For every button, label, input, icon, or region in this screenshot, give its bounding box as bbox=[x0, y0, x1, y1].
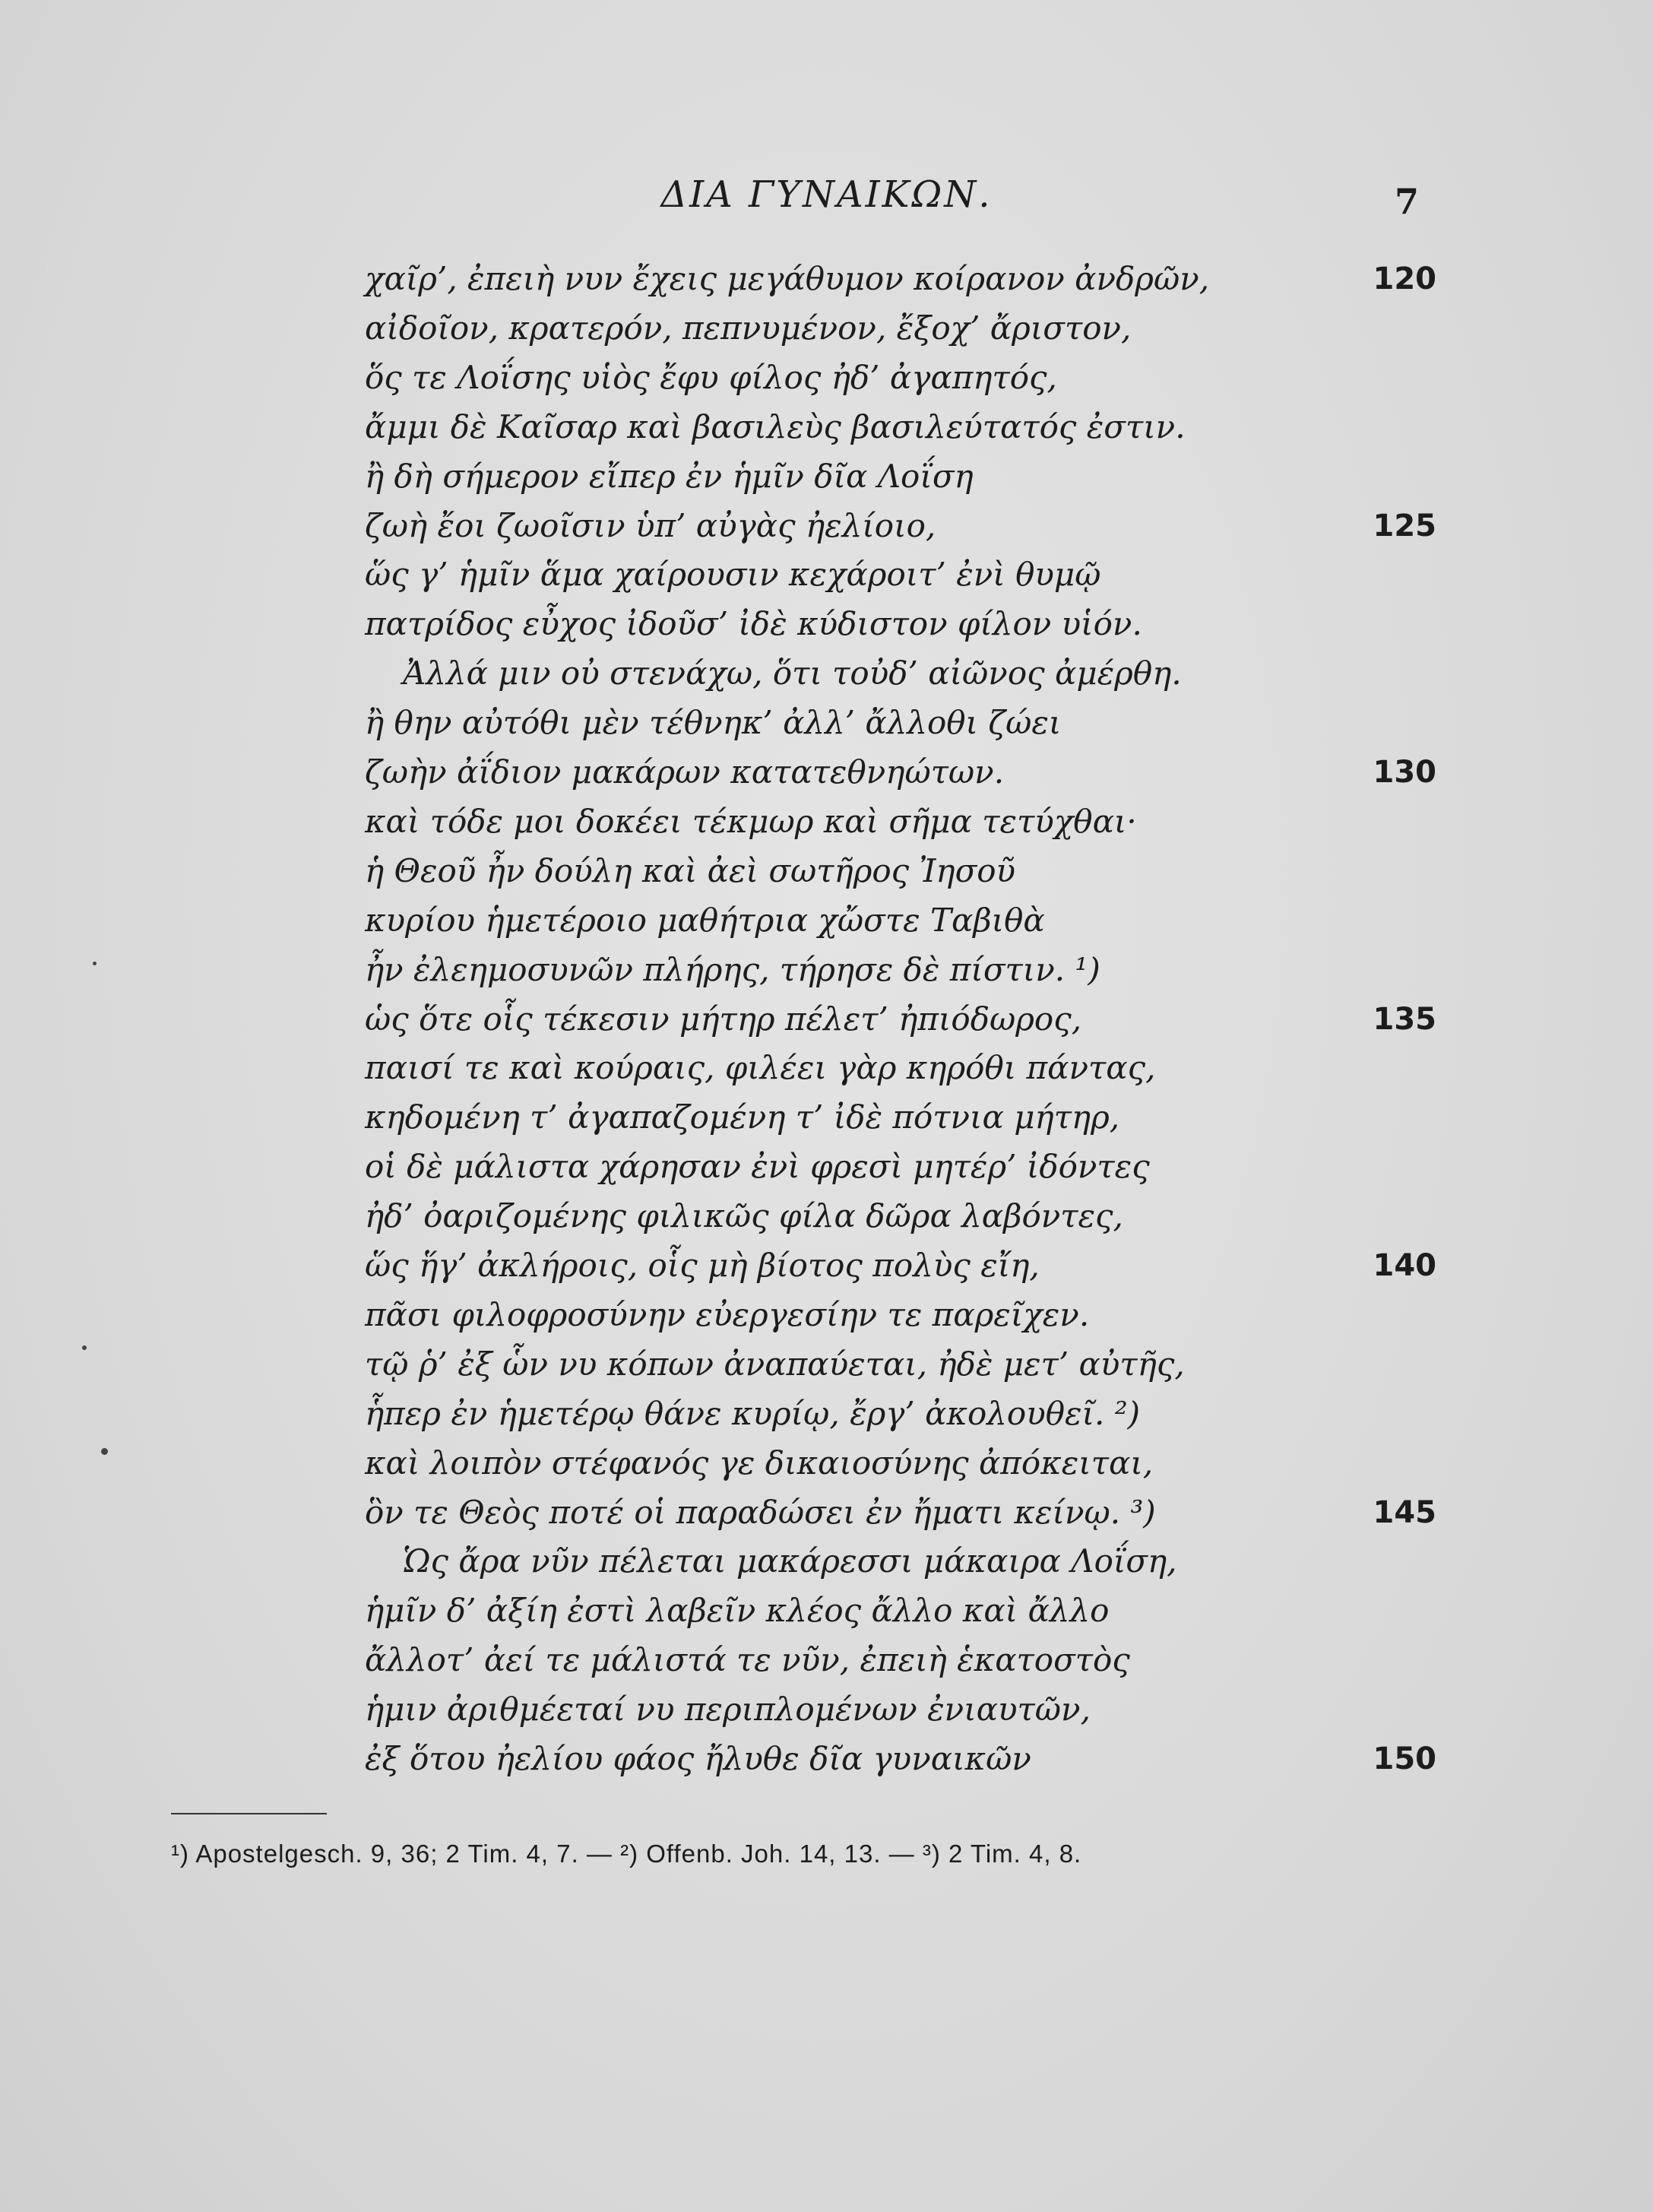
line-number: 140 bbox=[1373, 1248, 1436, 1283]
verse-line: τῷ ῥ’ ἐξ ὧν νυ κόπων ἀναπαύεται, ἠδὲ μετ’ αὐτῆς, bbox=[365, 1345, 1185, 1383]
verse-line: παισί τε καὶ κούραις, φιλέει γὰρ κηρόθι πάντας, bbox=[365, 1049, 1156, 1086]
verse-line: ὅς τε Λοΐσης υἱὸς ἔφυ φίλος ἠδ’ ἀγαπητός, bbox=[365, 359, 1057, 396]
verse-line: πᾶσι φιλοφροσύνην εὐεργεσίην τε παρεῖχεν. bbox=[365, 1296, 1090, 1333]
verse-line: ἄμμι δὲ Καῖσαρ καὶ βασιλεὺς βασιλεύτατός ἐστιν. bbox=[365, 408, 1186, 445]
verse-line: ὥς ἥγ’ ἀκλήροις, οἷς μὴ βίοτος πολὺς εἴη, bbox=[365, 1247, 1040, 1284]
verse-line: ὡς ὅτε οἷς τέκεσιν μήτηρ πέλετ’ ἠπιόδωρος, bbox=[365, 1000, 1082, 1038]
verse-line: χαῖρ’, ἐπειὴ νυν ἔχεις μεγάθυμον κοίρανον ἀνδρῶν, bbox=[365, 260, 1210, 297]
paper-speck bbox=[93, 962, 97, 965]
footnotes: ¹) Apostelgesch. 9, 36; 2 Tim. 4, 7. — ²) Offenb. Joh. 14, 13. — ³) 2 Tim. 4, 8. bbox=[171, 1840, 1082, 1868]
verse-line: ἢ θην αὐτόθι μὲν τέθνηκ’ ἀλλ’ ἄλλοθι ζώει bbox=[365, 704, 1062, 741]
footnote-rule bbox=[171, 1813, 327, 1814]
verse-line: ὃν τε Θεὸς ποτέ οἱ παραδώσει ἐν ἤματι κείνῳ. ³) bbox=[365, 1494, 1156, 1531]
paper-speck bbox=[101, 1448, 108, 1455]
line-number: 130 bbox=[1373, 755, 1436, 790]
verse-line: κυρίου ἡμετέροιο μαθήτρια χὤστε Ταβιθὰ bbox=[365, 902, 1045, 939]
running-title: ΔΙΑ ΓΥΝΑΙΚΩΝ. bbox=[660, 173, 993, 216]
verse-line: ἐξ ὅτου ἠελίου φάος ἤλυθε δῖα γυναικῶν bbox=[365, 1740, 1031, 1777]
line-number: 120 bbox=[1373, 261, 1436, 296]
line-number: 145 bbox=[1373, 1495, 1436, 1530]
verse-line: ἠδ’ ὀαριζομένης φιλικῶς φίλα δῶρα λαβόντες, bbox=[365, 1197, 1123, 1234]
verse-line: Ἀλλά μιν οὐ στενάχω, ὅτι τοὐδ’ αἰῶνος ἀμέρθη. bbox=[403, 654, 1182, 692]
verse-line: ζωὴ ἔοι ζωοῖσιν ὑπ’ αὐγὰς ἠελίοιο, bbox=[365, 507, 936, 544]
line-number: 150 bbox=[1373, 1741, 1436, 1776]
verse-line: καὶ τόδε μοι δοκέει τέκμωρ καὶ σῆμα τετύχθαι· bbox=[365, 803, 1137, 840]
verse-line: ἡμιν ἀριθμέεταί νυ περιπλομένων ἐνιαυτῶν, bbox=[365, 1691, 1091, 1728]
verse-line: ἄλλοτ’ ἀεί τε μάλιστά τε νῦν, ἐπειὴ ἑκατοστὸς bbox=[365, 1641, 1130, 1678]
verse-line: αἰδοῖον, κρατερόν, πεπνυμένον, ἔξοχ’ ἄριστον, bbox=[365, 309, 1132, 347]
verse-line: ἦν ἐλεημοσυνῶν πλήρης, τήρησε δὲ πίστιν. ¹) bbox=[365, 951, 1100, 988]
verse-line: ἢ δὴ σήμερον εἴπερ ἐν ἡμῖν δῖα Λοΐση bbox=[365, 458, 974, 495]
verse-line: πατρίδος εὖχος ἰδοῦσ’ ἰδὲ κύδιστον φίλον υἱόν. bbox=[365, 605, 1142, 642]
page-number: 7 bbox=[1395, 181, 1420, 222]
verse-line: κηδομένη τ’ ἀγαπαζομένη τ’ ἰδὲ πότνια μήτηρ, bbox=[365, 1098, 1120, 1136]
verse-line: ἡμῖν δ’ ἀξίη ἐστὶ λαβεῖν κλέος ἄλλο καὶ ἄλλο bbox=[365, 1592, 1110, 1629]
verse-line: ἧπερ ἐν ἡμετέρῳ θάνε κυρίῳ, ἔργ’ ἀκολουθεῖ. ²) bbox=[365, 1395, 1140, 1432]
verse-line: ἡ Θεοῦ ἦν δούλη καὶ ἀεὶ σωτῆρος Ἰησοῦ bbox=[365, 852, 1016, 889]
verse-line: καὶ λοιπὸν στέφανός γε δικαιοσύνης ἀπόκειται, bbox=[365, 1444, 1154, 1482]
verse-line: Ὡς ἄρα νῦν πέλεται μακάρεσσι μάκαιρα Λοΐση, bbox=[403, 1542, 1177, 1580]
verse-line: ζωὴν ἀΐδιον μακάρων κατατεθνηώτων. bbox=[365, 753, 1005, 791]
line-number: 135 bbox=[1373, 1002, 1436, 1037]
line-number: 125 bbox=[1373, 509, 1436, 543]
verse-line: οἱ δὲ μάλιστα χάρησαν ἐνὶ φρεσὶ μητέρ’ ἰδόντες bbox=[365, 1148, 1150, 1185]
verse-line: ὥς γ’ ἡμῖν ἅμα χαίρουσιν κεχάροιτ’ ἐνὶ θυμῷ bbox=[365, 556, 1101, 593]
paper-speck bbox=[82, 1345, 87, 1350]
